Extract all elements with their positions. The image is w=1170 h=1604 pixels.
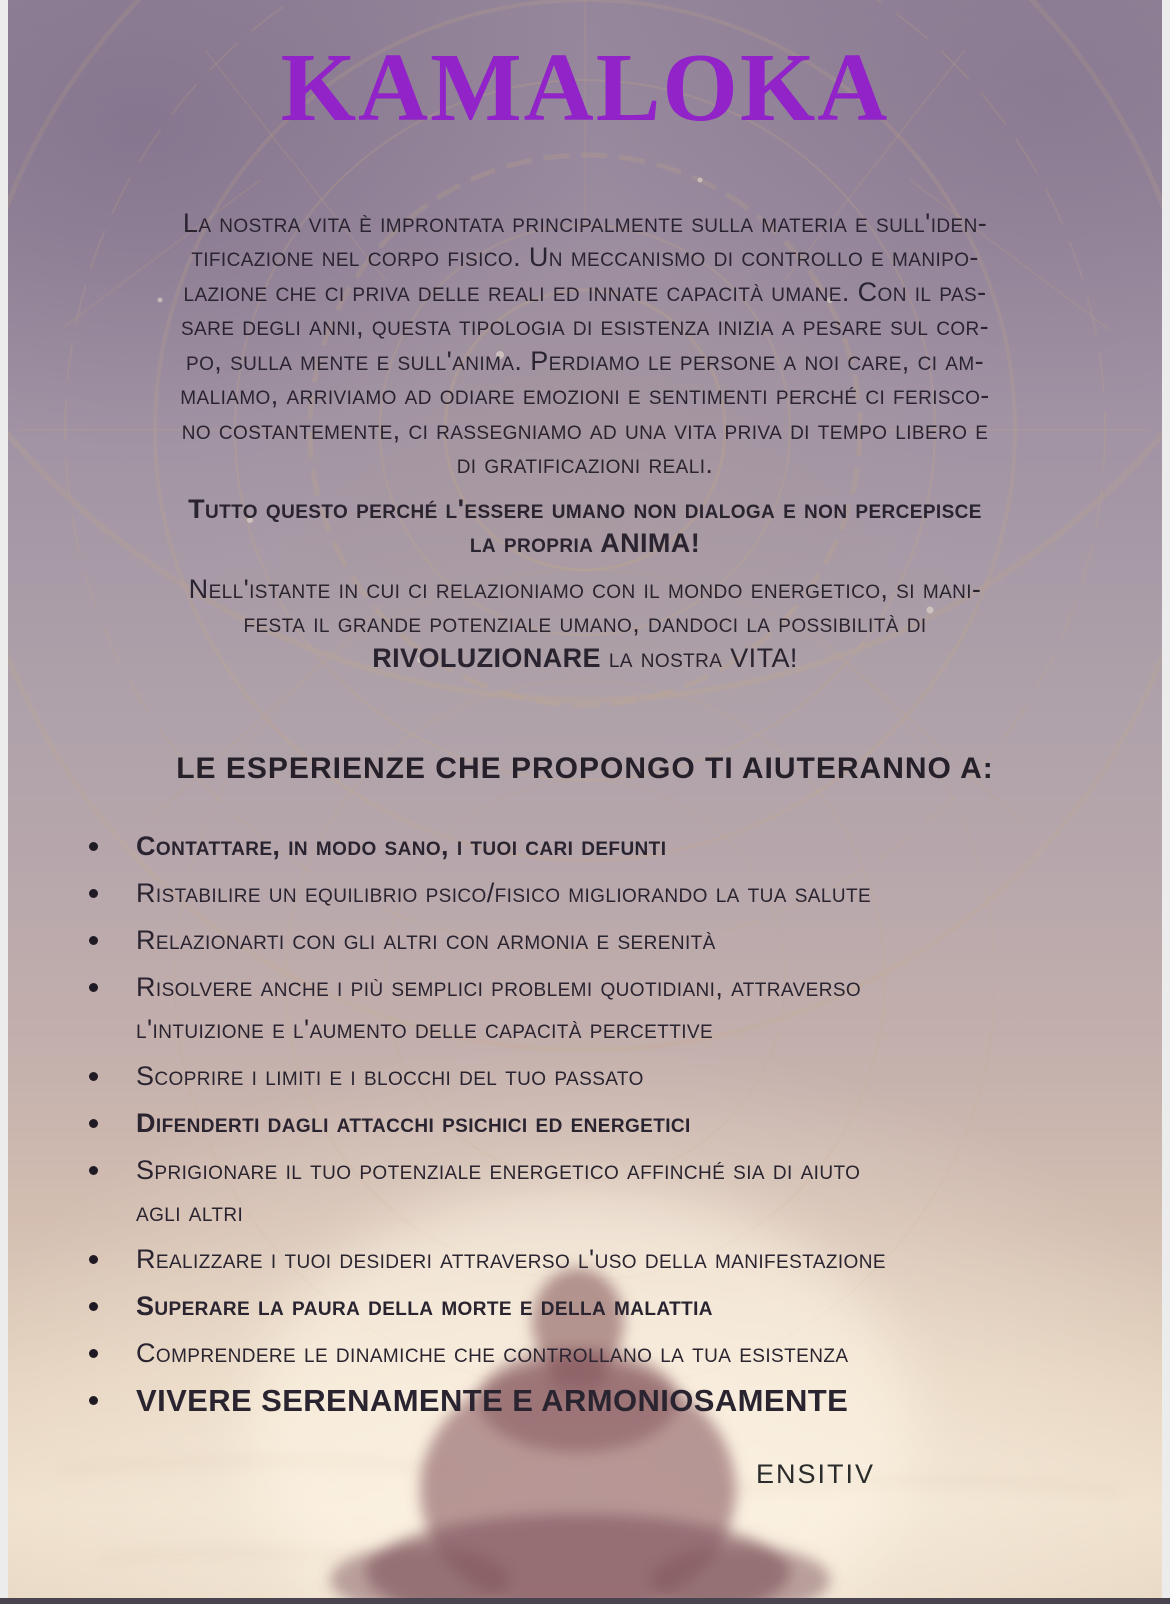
- experiences-list: [80, 825, 1090, 1423]
- page-edge-right: [1162, 0, 1170, 1604]
- bullet-dot-icon: [89, 1119, 98, 1128]
- paragraph-line: Tutto questo perché l'essere umano non dialoga e non percepisce: [188, 493, 982, 524]
- paragraph-line: lazione che ci priva delle reali ed innate capacità umane. Con il pas-: [183, 276, 987, 307]
- experience-text: Difenderti dagli attacchi psichici ed energetici: [136, 1108, 691, 1139]
- experience-item: [80, 1102, 1090, 1144]
- paragraph-line: di gratificazioni reali.: [456, 449, 714, 480]
- experience-text: Superare la paura della morte e della malattia: [136, 1291, 713, 1322]
- bullet-dot-icon: [89, 983, 98, 992]
- experience-text: Scoprire i limiti e i blocchi del tuo passato: [136, 1061, 644, 1092]
- page-title: KAMALOKA: [280, 34, 890, 141]
- experience-text: VIVERE SERENAMENTE E ARMONIOSAMENTE: [136, 1383, 849, 1419]
- paragraph-line: sare degli anni, questa tipologia di esistenza inizia a pesare sul cor-: [180, 311, 990, 342]
- paragraph-line: La nostra vita è improntata principalmente sulla materia e sull'iden-: [182, 207, 988, 238]
- bullet-dot-icon: [89, 936, 98, 945]
- energy-paragraph: [80, 572, 1090, 676]
- paragraph-line: RIVOLUZIONARE la nostra VITA!: [372, 642, 798, 673]
- page-edge-left: [0, 0, 8, 1604]
- experience-text: Contattare, in modo sano, i tuoi cari defunti: [136, 831, 667, 862]
- bullet-dot-icon: [89, 1166, 98, 1175]
- paragraph-line: po, sulla mente e sull'anima. Perdiamo le persone a noi care, ci am-: [186, 345, 984, 376]
- experience-text: Comprendere le dinamiche che controllano la tua esistenza: [136, 1338, 849, 1369]
- experience-text: Relazionarti con gli altri con armonia e serenità: [136, 925, 716, 956]
- experience-item: [80, 1149, 1090, 1233]
- experience-text: Ristabilire un equilibrio psico/fisico migliorando la tua salute: [136, 878, 872, 909]
- intro-paragraphs: [80, 206, 1090, 676]
- experiences-heading: LE ESPERIENZE CHE PROPONGO TI AIUTERANNO A:: [176, 752, 994, 786]
- bullet-dot-icon: [89, 1349, 98, 1358]
- paragraph-line: la propria ANIMA!: [469, 528, 701, 559]
- paragraph-line: no costantemente, ci rassegniamo ad una vita priva di tempo libero e: [181, 414, 989, 445]
- flyer-content: [0, 36, 1170, 1490]
- experience-item: [80, 1332, 1090, 1374]
- brand-signature: ENSITIV: [755, 1459, 875, 1490]
- experience-item: [80, 825, 1090, 867]
- experience-item: [80, 872, 1090, 914]
- paragraph-line: Nell'istante in cui ci relazioniamo con il mondo energetico, si mani-: [188, 573, 982, 604]
- soul-statement-paragraph: [80, 492, 1090, 561]
- experience-item: [80, 1238, 1090, 1280]
- intro-paragraph: [80, 206, 1090, 482]
- bullet-dot-icon: [89, 1396, 98, 1405]
- experience-item: [80, 1379, 1090, 1423]
- experience-item: [80, 1285, 1090, 1327]
- page-bottom-strip: [0, 1598, 1170, 1604]
- experience-text: Realizzare i tuoi desideri attraverso l'uso della manifestazione: [136, 1244, 886, 1275]
- paragraph-line: tificazione nel corpo fisico. Un meccanismo di controllo e manipo-: [191, 242, 979, 273]
- bullet-dot-icon: [89, 889, 98, 898]
- bullet-dot-icon: [89, 842, 98, 851]
- bullet-dot-icon: [89, 1072, 98, 1081]
- paragraph-line: maliamo, arriviamo ad odiare emozioni e sentimenti perché ci ferisco-: [180, 380, 990, 411]
- experience-text: Sprigionare il tuo potenziale energetico affinché sia di aiuto agli altri: [136, 1155, 861, 1228]
- experience-text: Risolvere anche i più semplici problemi quotidiani, attraverso l'intuizione e l'aumento delle capacità percettive: [136, 972, 862, 1045]
- bullet-dot-icon: [89, 1255, 98, 1264]
- experience-item: [80, 919, 1090, 961]
- experience-item: [80, 966, 1090, 1050]
- paragraph-line: festa il grande potenziale umano, dandoci la possibilità di: [243, 608, 927, 639]
- experience-item: [80, 1055, 1090, 1097]
- bullet-dot-icon: [89, 1302, 98, 1311]
